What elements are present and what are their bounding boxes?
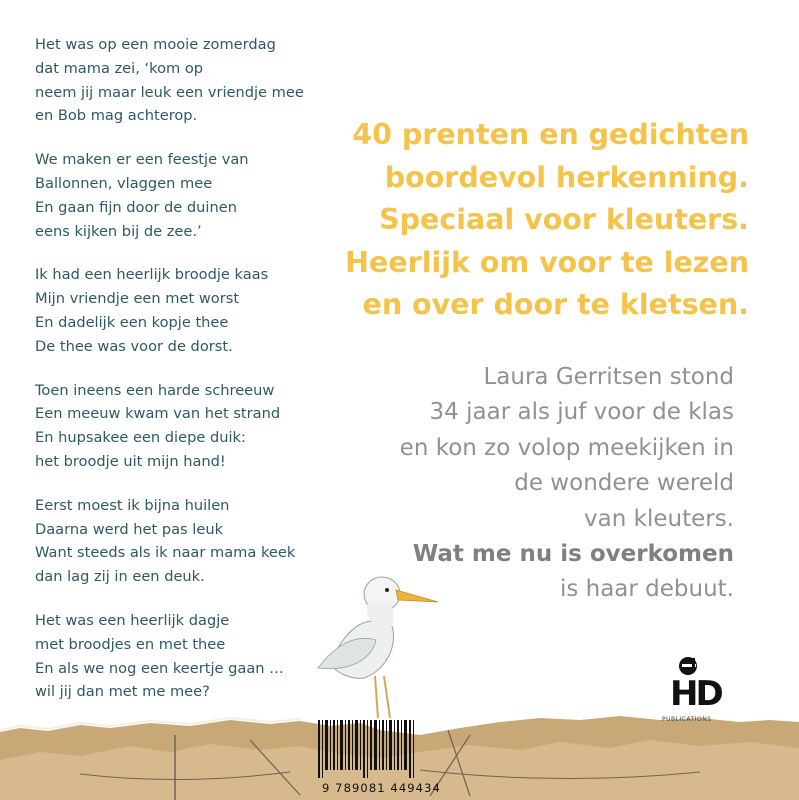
poem-stanza-1 <box>35 33 325 128</box>
poem-line: en Bob mag achterop. <box>35 107 198 125</box>
author-bio-line: Laura Gerritsen stond <box>483 364 734 390</box>
poem-line: Toen ineens een harde schreeuw <box>35 381 275 399</box>
poem-line: Daarna werd het pas leuk <box>35 520 224 538</box>
logo-hd-text: HD <box>670 674 721 714</box>
poem-line: En hupsakee een diepe duik: <box>35 429 246 447</box>
poem-line: Het was een heerlijk dagje <box>35 611 230 629</box>
poem-stanza-2 <box>35 148 325 243</box>
poem-line: Het was op een mooie zomerdag <box>35 36 276 53</box>
poem-line: Ik had een heerlijk broodje kaas <box>35 266 269 284</box>
author-bio-line: de wondere wereld <box>514 470 734 497</box>
poem-line: Mijn vriendje een met worst <box>35 290 240 308</box>
poem-line: Ballonnen, vlaggen mee <box>35 174 213 192</box>
poem-line: wil jij dan met me mee? <box>35 683 210 701</box>
poem-line: En gaan fijn door de duinen <box>35 198 237 216</box>
poem-line: We maken er een feestje van <box>35 151 249 169</box>
barcode-number: 9 789081 449434 <box>322 781 441 795</box>
poem-line: Een meeuw kwam van het strand <box>35 405 281 423</box>
poem-line: dan lag zij in een deuk. <box>35 568 205 586</box>
tagline <box>345 114 749 327</box>
poem-stanza-4 <box>35 379 325 474</box>
poem-line: Eerst moest ik bijna huilen <box>35 496 230 514</box>
seagull-illustration <box>318 577 438 718</box>
poem-line: Want steeds als ik naar mama keek <box>35 544 296 562</box>
seagull-beak <box>396 590 438 602</box>
poem-line: het broodje uit mijn hand! <box>35 452 226 470</box>
tagline-line: 40 prenten en gedichten <box>352 118 749 151</box>
poem-stanza-3 <box>35 263 325 358</box>
tagline-line: Speciaal voor kleuters. <box>379 203 749 236</box>
tagline-line: boordevol herkenning. <box>384 160 749 194</box>
poem-line: eens kijken bij de zee.’ <box>35 222 202 240</box>
poem-line: En dadelijk een kopje thee <box>35 313 229 331</box>
book-title: Wat me nu is overkomen <box>412 541 734 568</box>
author-bio-line: 34 jaar als juf voor de klas <box>429 399 734 426</box>
author-bio-line: en kon zo volop meekijken in <box>399 434 734 461</box>
author-bio-line: van kleuters. <box>584 505 734 532</box>
logo-publications-text: PUBLICATIONS <box>662 716 712 723</box>
seagull-leg <box>375 676 378 718</box>
poem-line: De thee was voor de dorst. <box>35 337 233 355</box>
seagull-eye <box>385 588 389 592</box>
debut-line: is haar debuut. <box>559 576 734 603</box>
poem-line: En als we nog een keertje gaan … <box>35 659 284 677</box>
tagline-line: en over door te kletsen. <box>362 288 749 321</box>
poem-line: met broodjes en met thee <box>35 635 226 653</box>
poem-line: neem jij maar leuk een vriendje mee <box>35 83 304 101</box>
seagull-leg <box>384 676 390 718</box>
tagline-line: Heerlijk om voor te lezen <box>345 245 749 279</box>
poem-line: dat mama zei, ‘kom op <box>35 59 204 77</box>
hd-publications-logo <box>662 656 742 736</box>
